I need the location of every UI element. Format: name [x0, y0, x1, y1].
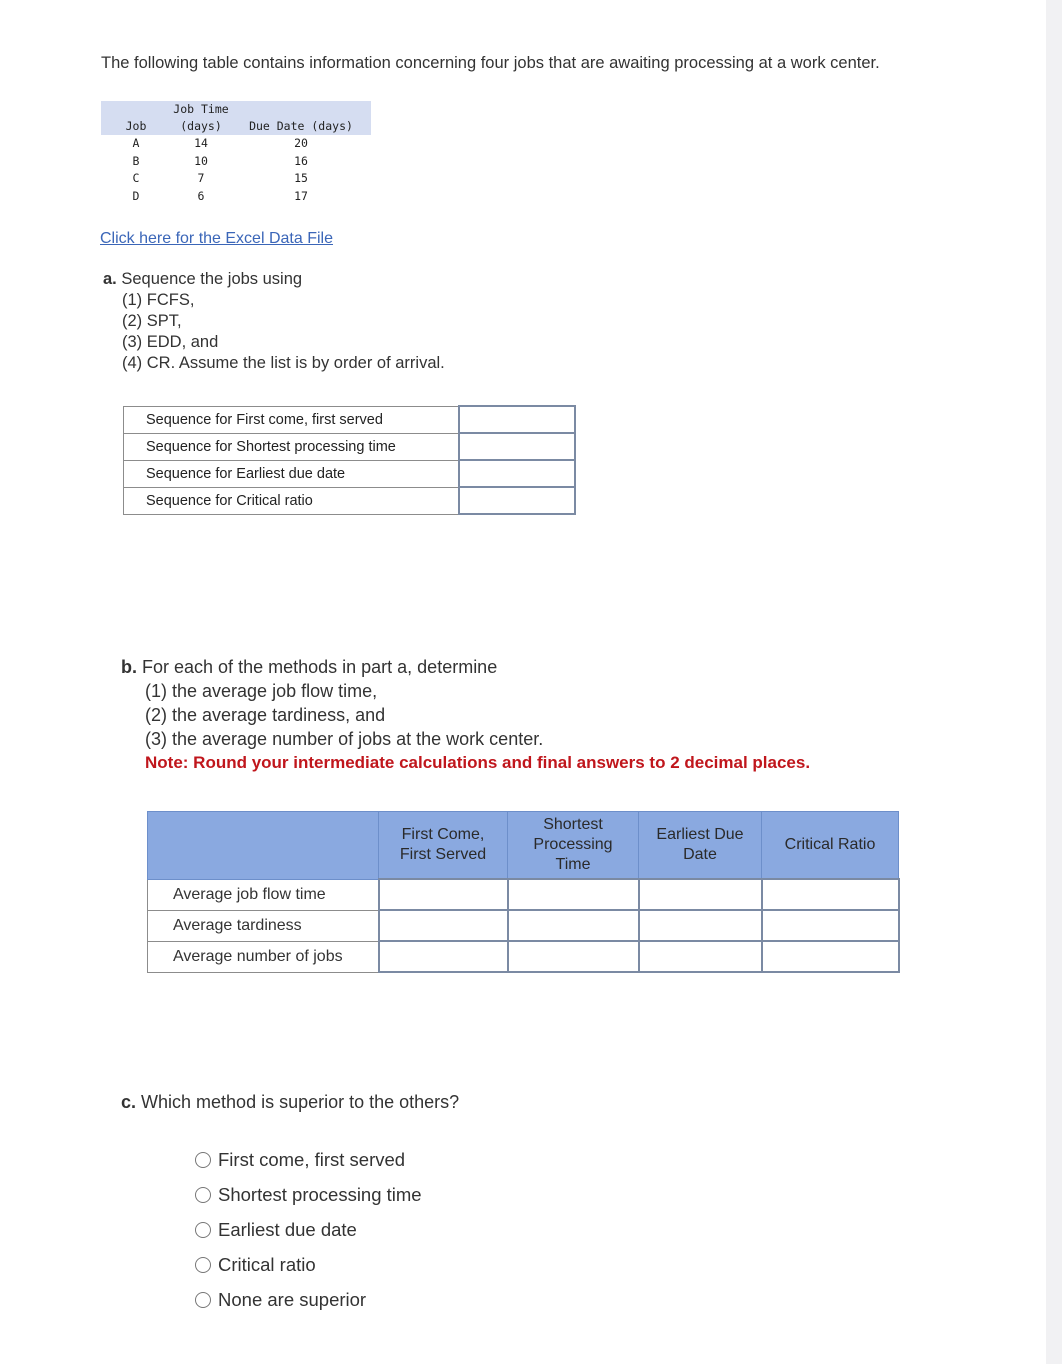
- sequence-edd-input[interactable]: [460, 462, 574, 485]
- answer-cell: [379, 941, 508, 972]
- radio-button-icon[interactable]: [195, 1152, 211, 1168]
- part-b-prompt: [121, 655, 810, 775]
- sequence-fcfs-label: Sequence for First come, first served: [124, 406, 460, 433]
- part-c-text: Which method is superior to the others?: [141, 1092, 460, 1112]
- job-time-header-line2: (days): [171, 118, 231, 135]
- table-row: [124, 406, 576, 433]
- option-label: Shortest processing time: [218, 1183, 422, 1205]
- option-fcfs[interactable]: [195, 1142, 422, 1177]
- option-none[interactable]: [195, 1282, 422, 1317]
- due-cell: 16: [294, 153, 308, 168]
- due-cell: 20: [294, 136, 308, 150]
- fcfs-column-header: First Come, First Served: [379, 812, 508, 880]
- part-b-item: (3) the average number of jobs at the work center.: [145, 729, 544, 749]
- edd-column-header: Earliest Due Date: [639, 812, 762, 880]
- part-a-prompt: [103, 269, 445, 374]
- part-a-item: (3) EDD, and: [122, 333, 219, 351]
- sequence-fcfs-cell: [459, 406, 575, 433]
- option-spt[interactable]: [195, 1177, 422, 1212]
- radio-button-icon[interactable]: [195, 1257, 211, 1273]
- job-cell: A: [132, 136, 140, 150]
- answer-cell: [508, 941, 639, 972]
- intro-text: The following table contains information concerning four jobs that are awaiting processing at a work center.: [101, 54, 880, 72]
- excel-data-file-link[interactable]: Click here for the Excel Data File: [100, 230, 333, 247]
- sequence-spt-label: Sequence for Shortest processing time: [124, 433, 460, 460]
- job-cell: D: [132, 188, 140, 203]
- sequence-spt-input[interactable]: [460, 435, 574, 458]
- option-label: Critical ratio: [218, 1253, 316, 1275]
- table-row: [101, 188, 371, 206]
- answer-cell: [639, 941, 762, 972]
- option-edd[interactable]: [195, 1212, 422, 1247]
- results-table: [147, 811, 900, 973]
- table-row: [148, 879, 899, 910]
- part-a-item: (2) SPT,: [122, 312, 182, 330]
- answer-cell: [639, 910, 762, 941]
- page-scrollbar[interactable]: [1046, 0, 1062, 1364]
- part-c-letter: c.: [121, 1092, 137, 1112]
- table-row: [124, 487, 576, 514]
- table-row: [101, 170, 371, 188]
- table-row: [101, 153, 371, 171]
- part-a-item: (4) CR. Assume the list is by order of arrival.: [122, 354, 445, 372]
- results-corner-header: [148, 812, 379, 880]
- sequence-table: [123, 405, 576, 515]
- job-data-table: [101, 101, 371, 205]
- time-cell: 7: [197, 171, 205, 185]
- answer-cell: [508, 879, 639, 910]
- jobs-cr-input[interactable]: [763, 945, 898, 968]
- sequence-cr-input[interactable]: [460, 489, 574, 512]
- jobs-fcfs-input[interactable]: [380, 945, 507, 968]
- job-cell: C: [132, 171, 140, 185]
- sequence-fcfs-input[interactable]: [460, 408, 574, 431]
- part-b-item: (1) the average job flow time,: [145, 681, 378, 701]
- part-c-prompt: [121, 1092, 459, 1113]
- time-cell: 10: [194, 153, 208, 168]
- answer-cell: [379, 910, 508, 941]
- part-b-letter: b.: [121, 657, 137, 677]
- part-a-letter: a.: [103, 270, 117, 288]
- jobs-spt-input[interactable]: [509, 945, 638, 968]
- avg-number-of-jobs-label: Average number of jobs: [148, 941, 379, 972]
- table-row: [124, 433, 576, 460]
- table-row: [101, 135, 371, 153]
- sequence-edd-cell: [459, 460, 575, 487]
- cr-column-header: Critical Ratio: [762, 812, 899, 880]
- part-a-text: Sequence the jobs using: [121, 270, 303, 288]
- tardiness-edd-input[interactable]: [640, 914, 761, 937]
- avg-flow-time-label: Average job flow time: [148, 879, 379, 910]
- time-cell: 6: [197, 188, 205, 203]
- tardiness-fcfs-input[interactable]: [380, 914, 507, 937]
- part-a-item: (1) FCFS,: [122, 291, 195, 309]
- rounding-note: Note: Round your intermediate calculations and final answers to 2 decimal places.: [145, 753, 811, 772]
- due-cell: 15: [294, 171, 308, 185]
- answer-cell: [508, 910, 639, 941]
- answer-cell: [762, 941, 899, 972]
- spt-column-header: Shortest Processing Time: [508, 812, 639, 880]
- method-options: [195, 1142, 422, 1317]
- due-date-header: Due Date (days): [231, 118, 371, 135]
- sequence-spt-cell: [459, 433, 575, 460]
- answer-cell: [379, 879, 508, 910]
- option-cr[interactable]: [195, 1247, 422, 1282]
- flow-time-cr-input[interactable]: [763, 883, 898, 906]
- sequence-edd-label: Sequence for Earliest due date: [124, 460, 460, 487]
- flow-time-edd-input[interactable]: [640, 883, 761, 906]
- time-cell: 14: [194, 136, 208, 150]
- job-header-spacer: [101, 101, 171, 118]
- sequence-cr-cell: [459, 487, 575, 514]
- part-b-item: (2) the average tardiness, and: [145, 705, 386, 725]
- job-header: Job: [101, 118, 171, 135]
- answer-cell: [762, 910, 899, 941]
- avg-tardiness-label: Average tardiness: [148, 910, 379, 941]
- due-header-spacer: [231, 101, 371, 118]
- job-cell: B: [132, 153, 140, 168]
- table-row: [148, 941, 899, 972]
- tardiness-spt-input[interactable]: [509, 914, 638, 937]
- radio-button-icon[interactable]: [195, 1292, 211, 1308]
- flow-time-spt-input[interactable]: [509, 883, 638, 906]
- radio-button-icon[interactable]: [195, 1222, 211, 1238]
- sequence-cr-label: Sequence for Critical ratio: [124, 487, 460, 514]
- tardiness-cr-input[interactable]: [763, 914, 898, 937]
- jobs-edd-input[interactable]: [640, 945, 761, 968]
- table-row: [124, 460, 576, 487]
- radio-button-icon[interactable]: [195, 1187, 211, 1203]
- option-label: None are superior: [218, 1288, 367, 1310]
- answer-cell: [639, 879, 762, 910]
- answer-cell: [762, 879, 899, 910]
- flow-time-fcfs-input[interactable]: [380, 883, 507, 906]
- option-label: First come, first served: [218, 1148, 406, 1170]
- table-row: [148, 910, 899, 941]
- due-cell: 17: [294, 188, 308, 203]
- part-b-text: For each of the methods in part a, determine: [142, 657, 498, 677]
- job-time-header-line1: Job Time: [171, 101, 231, 118]
- option-label: Earliest due date: [218, 1218, 357, 1240]
